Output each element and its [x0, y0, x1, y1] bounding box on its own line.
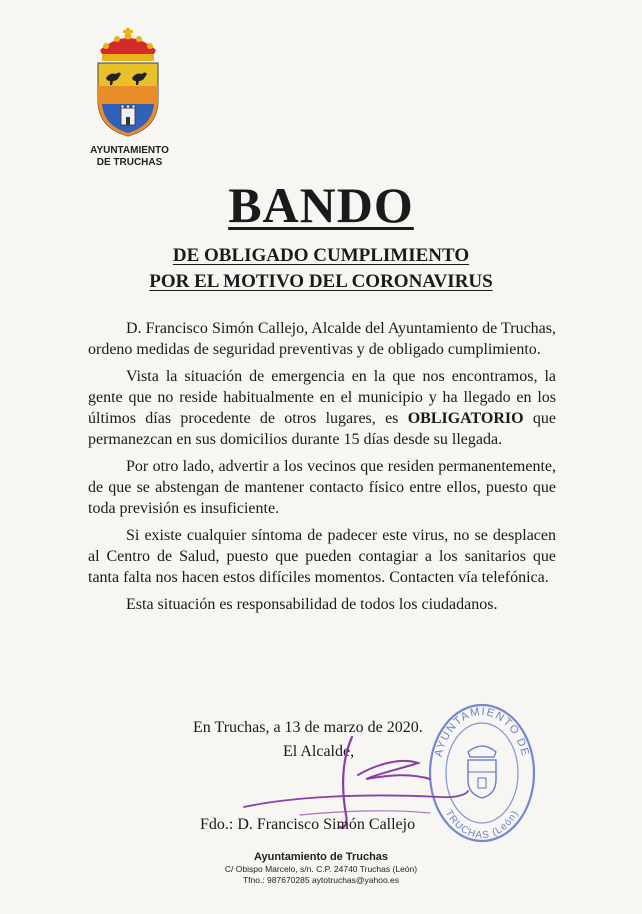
document-title: BANDO: [228, 177, 414, 233]
footer: [0, 850, 642, 886]
footer-org-name: Ayuntamiento de Truchas: [253, 851, 389, 863]
obligatory-emphasis: OBLIGATORIO: [407, 410, 524, 428]
svg-text:TRUCHAS (León): TRUCHAS (León): [442, 808, 522, 842]
subtitle-line1: DE OBLIGADO CUMPLIMIENTO: [172, 245, 470, 266]
mayor-role: El Alcalde,: [283, 743, 355, 760]
footer-address: C/ Obispo Marcelo, s/n. C.P. 24740 Truchas (León): [224, 864, 418, 874]
paragraph-responsibility: Esta situación es responsabilidad de todos los ciudadanos.: [126, 595, 498, 613]
paragraph-contact-warning: Por otro lado, advertir a los vecinos que residen permanentemente, de que se abstengan de mantener contacto físico entre ellos, puesto que toda previsión es insuficiente.: [88, 457, 556, 518]
paragraph-emergency-rest: que permanezcan en sus domicilios durante 15 días desde su llegada.: [88, 410, 557, 449]
municipality-label-line2: DE TRUCHAS: [96, 157, 163, 168]
signed-by-line: Fdo.: D. Francisco Simón Callejo: [200, 816, 416, 833]
paragraph-mayor-order: D. Francisco Simón Callejo, Alcalde del Ayuntamiento de Truchas, ordeno medidas de seguridad preventivas y de obligado cumplimiento.: [88, 320, 556, 359]
paragraph-symptoms: Si existe cualquier síntoma de padecer este virus, no se desplacen al Centro de Salud, puesto que pueden contagiar a los sanitarios que tanta falta nos hacen estos difíciles momentos. Contacten vía telefónica.: [88, 526, 556, 587]
paragraph-emergency: [88, 366, 556, 451]
municipality-label-line1: AYUNTAMIENTO: [90, 145, 169, 156]
coat-of-arms-icon: [92, 28, 164, 138]
svg-text:AYUNTAMIENTO DE: AYUNTAMIENTO DE: [432, 705, 532, 759]
document-body: [88, 318, 556, 620]
date-line: En Truchas, a 13 de marzo de 2020.: [193, 719, 423, 736]
footer-phone: Tfno.: 987670285 aytotruchas@yahoo.es: [242, 875, 400, 885]
paragraph-emergency-intro: Vista la situación de emergencia en la que nos encontramos, la gente que no reside habitualmente en el municipio y ha llegado en los últimos días procedente de otros lugares, es: [88, 367, 556, 428]
municipality-label: [62, 145, 197, 169]
subtitle-line2: POR EL MOTIVO DEL CORONAVIRUS: [149, 271, 493, 292]
document-subtitle: [0, 243, 642, 295]
